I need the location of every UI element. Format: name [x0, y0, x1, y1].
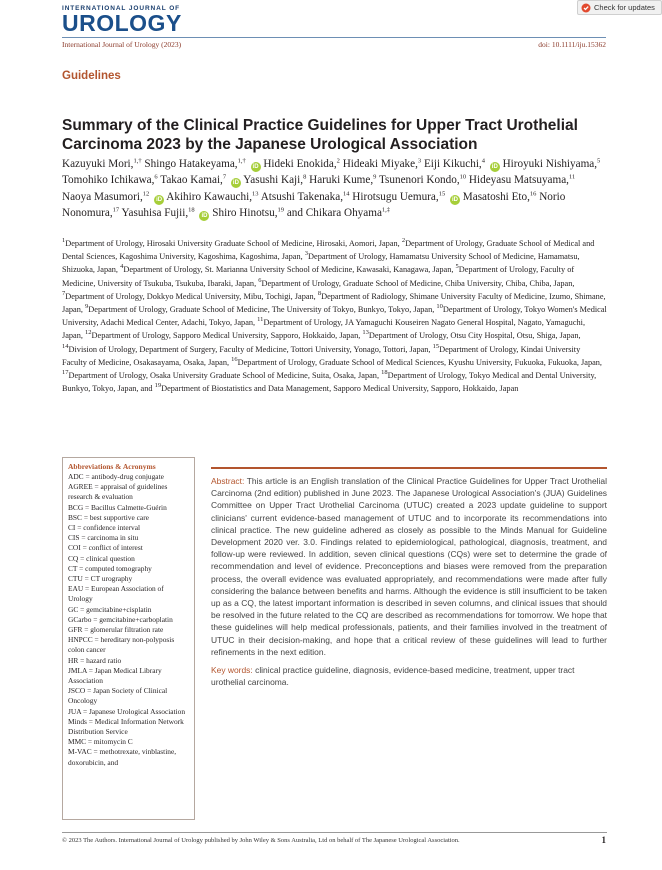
- abbreviation-item: GC = gemcitabine+cisplatin: [68, 604, 152, 614]
- abstract-paragraph: [211, 475, 607, 658]
- journal-logo: [62, 5, 192, 35]
- keywords-label: Key words:: [211, 665, 253, 676]
- affiliations: $^1$Department of Urology, Hirosaki University Graduate School of Medicine, Hirosaki, Aomori, Japan, $^2$Department of Urology, Graduate School of Medical and Dental Sciences, Kagoshima University, Kagoshima, Kagoshima, Japan, $^3$Department of Urology, Hamamatsu University School of Medicine, Hamamatsu, Shizuoka, Japan, $^4$Department of Urology, St. Marianna University School of Medicine, Kawasaki, Kanagawa, Japan, $^5$Department of Urology, Faculty of Medicine, University of Tsukuba, Tsukuba, Ibaraki, Japan, $^6$Department of Urology, Graduate School of Medicine, Chiba University, Chiba, Chiba, Japan, $^7$Department of Urology, Dokkyo Medical University, Mibu, Tochigi, Japan, $^8$Department of Radiology, Shimane University Faculty of Medicine, Izumo, Shimane, Japan, $^9$Department of Urology, Graduate School of Medicine, The University of Tokyo, Bunkyo, Tokyo, Japan, $^{10}$Department of Urology, Tokyo Women's Medical University, Adachi Medical Center, Adachi, Tokyo, Japan, $^{11}$Department of Urology, JA Yamaguchi Kouseiren Nagato General Hospital, Nagato, Yamaguchi, Japan, $^{12}$Department of Urology, Sapporo Medical University, Sapporo, Hokkaido, Japan, $^{13}$Department of Urology, Otsu City Hospital, Otsu, Shiga, Japan, $^{14}$Division of Urology, Department of Surgery, Faculty of Medicine, Tottori University, Yonago, Tottori, Japan, $^{15}$Department of Urology, Kindai University Faculty of Medicine, Osakasayama, Osaka, Japan, $^{16}$Department of Urology, Graduate School of Medical Sciences, Kyushu University, Fukuoka, Fukuoka, Japan, $^{17}$Department of Urology, Osaka University Graduate School of Medicine, Suita, Osaka, Japan, $^{18}$Department of Urology, Tokyo Medical and Dental University, Bunkyo, Tokyo, Japan, and $^{19}$Department of Biostatistics and Data Management, Sapporo Medical University, Sapporo, Hokkaido, Japan: [62, 237, 607, 394]
- check-for-updates-label: Check for updates: [594, 3, 655, 12]
- abstract-body: This article is an English translation of the Clinical Practice Guidelines for Upper Tract Urothelial Carcinoma (2nd edition) published in June 2023. The Japanese Urological Association's (JUA) Guidelines Committee on Upper Tract Urothelial Carcinoma (UTUC) created a 2023 update guideline to support clinicians' current evidence-based management of UTUC and to incorporate its recommendations into clinical practice. The new guideline adhered as closely as possible to the Minds Manual for Guideline Development 2020 ver. 3.0. Findings related to epidemiological, pathological, diagnosis, treatment, and follow-up were reviewed. In addition, seven clinical questions (CQs) were set to determine the grade of recommendation and level of evidence. Preconceptions and biases were removed from the preparation process, the overall evidence was evaluated appropriately, and recommendations were made after fully considering the balance between benefits and harms. Although the evidence is still insufficient to be taken up as a CQ, the latest important information is described in seven columns, and clinical issues that should be resolved in the future related to the CQ are described as recommendations for tomorrow. We hope that these guidelines will help medical professionals, patients, and their families involved in the treatment of UTUC in their decision-making, and hope that a critical review of these guidelines will lead to further refinements in the next edition.: [211, 476, 607, 657]
- orcid-icon[interactable]: iD: [252, 164, 259, 170]
- logo-subtitle: INTERNATIONAL JOURNAL OF: [62, 5, 181, 12]
- logo-title: UROLOGY: [62, 10, 182, 36]
- abbreviation-item: Minds = Medical Information Network Distribution Service: [68, 716, 184, 737]
- abstract-label: Abstract:: [211, 476, 245, 486]
- abbreviation-item: CT = computed tomography: [68, 563, 152, 573]
- footer-rule: [62, 832, 607, 833]
- abbreviation-item: EAU = European Association of Urology: [68, 584, 164, 604]
- abbreviation-item: JSCO = Japan Society of Clinical Oncology: [68, 686, 168, 706]
- abbreviation-item: CQ = clinical question: [68, 553, 135, 563]
- abbreviation-item: CI = confidence interval: [68, 523, 141, 533]
- abbreviation-item: CTU = CT urography: [68, 574, 133, 584]
- abbreviation-item: JMLA = Japan Medical Library Association: [68, 665, 162, 686]
- doi-link[interactable]: doi: 10.1111/iju.15362: [538, 40, 606, 49]
- abbreviation-item: ADC = antibody-drug conjugate: [68, 472, 164, 481]
- abbreviation-item: COI = conflict of interest: [68, 543, 143, 553]
- copyright-footer: © 2023 The Authors. International Journal of Urology published by John Wiley & Sons Australia, Ltd on behalf of The Japanese Urological Association.: [62, 837, 460, 844]
- abbreviations-title: Abbreviations & Acronyms: [68, 462, 156, 471]
- keywords-paragraph: [211, 664, 607, 688]
- abbreviation-item: HNPCC = hereditary non-polyposis colon cancer: [68, 635, 175, 655]
- article-title: Summary of the Clinical Practice Guidelines for Upper Tract Urothelial Carcinoma 2023 by the Japanese Urological Association: [62, 117, 578, 153]
- check-for-updates-button[interactable]: [577, 0, 662, 15]
- abbreviations-list: [68, 472, 189, 768]
- orcid-icon[interactable]: iD: [156, 196, 163, 203]
- abbreviation-item: MMC = mitomycin C: [68, 737, 133, 747]
- running-head: International Journal of Urology (2023): [62, 40, 182, 49]
- orcid-icon[interactable]: iD: [232, 180, 239, 187]
- abbreviation-item: M-VAC = methotrexate, vinblastine, doxorubicin, and: [68, 747, 177, 767]
- abbreviations-box: [62, 457, 195, 820]
- keywords-list: clinical practice guideline, diagnosis, evidence-based medicine, treatment, upper tract urothelial carcinoma.: [211, 665, 575, 688]
- abbreviation-item: AGREE = appraisal of guidelines research & evaluation: [68, 482, 168, 502]
- section-label: Guidelines: [62, 70, 121, 82]
- abbreviation-item: BSC = best supportive care: [68, 512, 149, 522]
- abbreviation-item: GCarbo = gemcitabine+carboplatin: [68, 614, 173, 624]
- abstract-section: [211, 467, 607, 688]
- abbreviation-item: JUA = Japanese Urological Association: [68, 706, 186, 716]
- abbreviation-item: CIS = carcinoma in situ: [68, 533, 139, 543]
- refresh-icon: [581, 3, 591, 13]
- header-rule: [62, 37, 606, 38]
- abbreviation-item: GFR = glomerular filtration rate: [68, 625, 164, 635]
- orcid-icon[interactable]: iD: [491, 164, 498, 170]
- abbreviation-item: HR = hazard ratio: [68, 655, 122, 665]
- page-number: 1: [601, 835, 606, 845]
- author-list[interactable]: Kazuyuki Mori,$^{1,\dagger}$ Shingo Hatakeyama,$^{1,\dagger}$ iD Hideki Enokida,$^2$ Hideaki Miyake,$^3$ Eiji Kikuchi,$^4$ iD Hiroyuki Nishiyama,$^5$ Tomohiko Ichikawa,$^6$ Takao Kamai,$^7$ iD Yasushi Kaji,$^8$ Haruki Kume,$^9$ Tsunenori Kondo,$^{10}$ Hideyasu Matsuyama,$^{11}$ Naoya Masumori,$^{12}$ iD Akihiro Kawauchi,$^{13}$ Atsushi Takenaka,$^{14}$ Hirotsugu Uemura,$^{15}$ iD Masatoshi Eto,$^{16}$ Norio Nonomura,$^{17}$ Yasuhisa Fujii,$^{18}$ iD Shiro Hinotsu,$^{19}$ and Chikara Ohyama$^{1,\ddagger}$: [62, 157, 601, 220]
- orcid-icon[interactable]: iD: [201, 213, 208, 220]
- abbreviation-item: BCG = Bacillus Calmette-Guérin: [68, 502, 167, 512]
- orcid-icon[interactable]: iD: [451, 196, 458, 203]
